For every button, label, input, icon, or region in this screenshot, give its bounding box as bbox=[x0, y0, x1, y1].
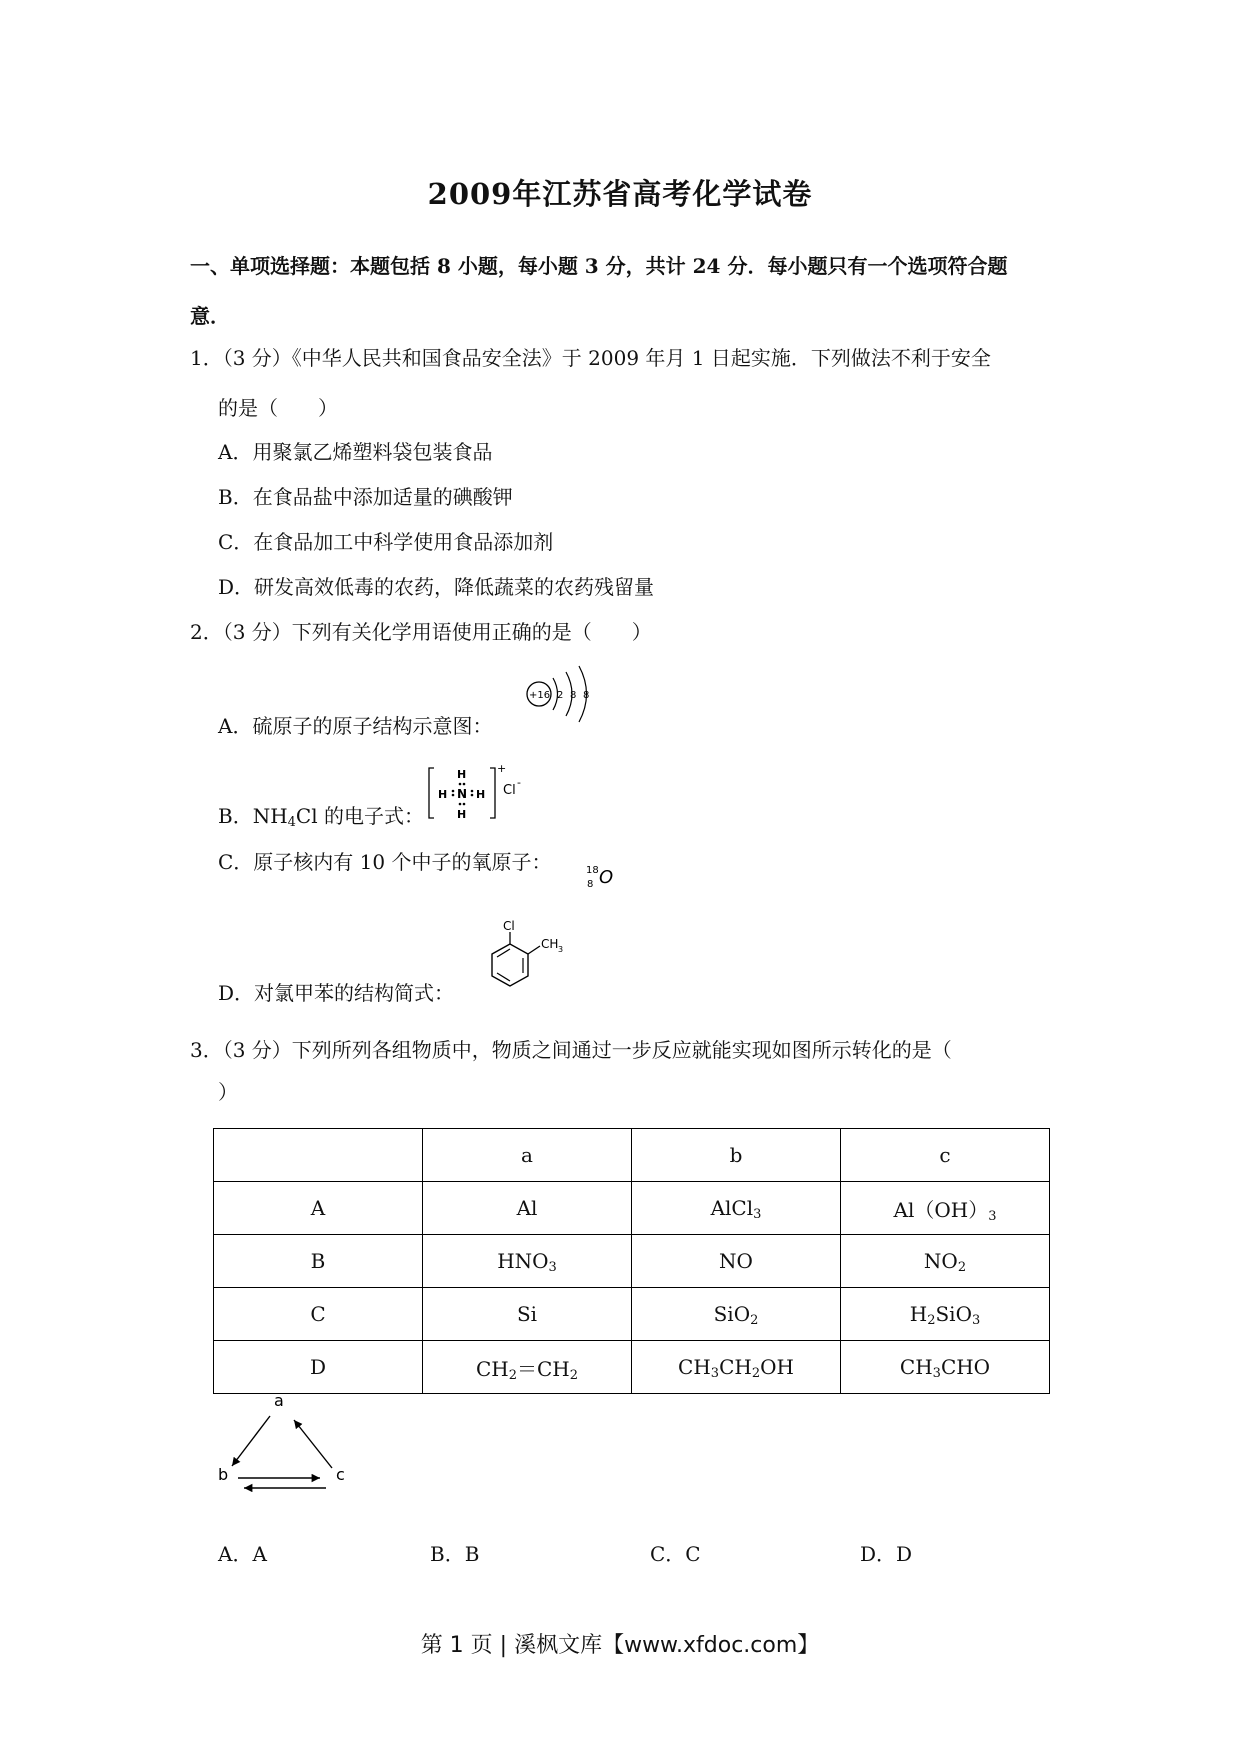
table-cell: B bbox=[214, 1235, 423, 1288]
question-3-stem-cont: ） bbox=[218, 1080, 238, 1104]
question-2-option-c: C．原子核内有 10 个中子的氧原子： bbox=[218, 850, 552, 874]
question-1-option-c: C．在食品加工中科学使用食品添加剂 bbox=[218, 530, 554, 554]
question-1-option-d: D．研发高效低毒的农药，降低蔬菜的农药残留量 bbox=[218, 575, 655, 599]
svg-text:Cl: Cl bbox=[503, 783, 516, 798]
question-3-answer-c: C．C bbox=[650, 1542, 701, 1566]
question-1-option-a: A．用聚氯乙烯塑料袋包装食品 bbox=[218, 440, 493, 464]
table-cell: A bbox=[214, 1182, 423, 1235]
table-cell: $HNO_3$ bbox=[423, 1235, 632, 1288]
question-3-stem: 3．（3 分）下列所列各组物质中，物质之间通过一步反应就能实现如图所示转化的是（ bbox=[190, 1038, 952, 1062]
question-1-stem: 1．（3 分）《中华人民共和国食品安全法》于 2009 年月 1 日起实施．下列做法不利于安全 bbox=[190, 346, 991, 370]
table-header-cell: a bbox=[423, 1129, 632, 1182]
svg-text:Cl: Cl bbox=[503, 919, 515, 933]
conversion-triangle-diagram bbox=[214, 1392, 354, 1496]
question-3-answer-a: A．A bbox=[218, 1542, 267, 1566]
table-row bbox=[214, 1341, 1050, 1394]
svg-text:8: 8 bbox=[587, 879, 594, 890]
svg-text:O: O bbox=[599, 867, 614, 888]
p-chlorotoluene-structure-diagram bbox=[470, 918, 570, 1000]
svg-text:H: H bbox=[476, 788, 486, 801]
svg-text:N: N bbox=[457, 787, 468, 801]
table-header-cell: c bbox=[841, 1129, 1050, 1182]
table-cell: Al bbox=[423, 1182, 632, 1235]
question-1-option-b: B．在食品盐中添加适量的碘酸钾 bbox=[218, 485, 513, 509]
table-cell: $CH_3CHO$ bbox=[841, 1341, 1050, 1394]
page-title: 2009年江苏省高考化学试卷 bbox=[427, 177, 813, 211]
table-header-cell: b bbox=[632, 1129, 841, 1182]
svg-text:+: + bbox=[497, 762, 507, 775]
svg-text:18: 18 bbox=[586, 865, 599, 876]
table-row bbox=[214, 1235, 1050, 1288]
question-1-stem-cont: 的是（ ） bbox=[218, 396, 338, 420]
table-cell: D bbox=[214, 1341, 423, 1394]
svg-text:H: H bbox=[457, 768, 467, 781]
substance-table bbox=[213, 1128, 1050, 1394]
question-2-option-b: B．$NH_4Cl$ 的电子式： bbox=[218, 804, 424, 830]
table-row bbox=[214, 1288, 1050, 1341]
page-footer: 第 1 页 | 溪枫文库【www.xfdoc.com】 bbox=[420, 1633, 820, 1658]
question-3-answer-d: D．D bbox=[860, 1542, 913, 1566]
oxygen-18-isotope-symbol bbox=[586, 862, 626, 892]
node-c-label: c bbox=[336, 1465, 345, 1484]
question-3-answer-b: B．B bbox=[430, 1542, 480, 1566]
table-cell: $CH_3CH_2OH$ bbox=[632, 1341, 841, 1394]
table-row bbox=[214, 1182, 1050, 1235]
section-heading-line2: 意． bbox=[190, 304, 230, 328]
shell-1-count: 2 bbox=[557, 690, 564, 701]
table-cell: NO bbox=[632, 1235, 841, 1288]
nh4cl-electron-formula-diagram bbox=[426, 760, 526, 826]
section-heading-line1: 一、单项选择题：本题包括 8 小题，每小题 3 分，共计 24 分．每小题只有一个选项符合题 bbox=[190, 254, 1008, 278]
nucleus-charge: +16 bbox=[529, 690, 551, 701]
svg-text:CH: CH bbox=[541, 937, 559, 951]
shell-2-count: 8 bbox=[570, 690, 577, 701]
svg-text:3: 3 bbox=[558, 945, 564, 954]
svg-text:-: - bbox=[517, 776, 521, 789]
question-2-option-d: D．对氯甲苯的结构简式： bbox=[218, 981, 455, 1005]
table-header-row bbox=[214, 1129, 1050, 1182]
svg-text:H: H bbox=[457, 808, 467, 821]
svg-text:H: H bbox=[438, 788, 448, 801]
table-cell: C bbox=[214, 1288, 423, 1341]
table-header-cell bbox=[214, 1129, 423, 1182]
table-cell: SiO$_2$ bbox=[632, 1288, 841, 1341]
question-2-stem: 2．（3 分）下列有关化学用语使用正确的是（ ） bbox=[190, 620, 652, 644]
table-cell: $H_2SiO_3$ bbox=[841, 1288, 1050, 1341]
table-cell: $Al(OH)_3$ bbox=[841, 1182, 1050, 1235]
node-a-label: a bbox=[274, 1392, 284, 1410]
table-cell: $CH_2=CH_2$ bbox=[423, 1341, 632, 1394]
question-2-option-a: A．硫原子的原子结构示意图： bbox=[218, 714, 493, 738]
node-b-label: b bbox=[218, 1465, 229, 1484]
table-cell: Si bbox=[423, 1288, 632, 1341]
table-cell: AlCl$_3$ bbox=[632, 1182, 841, 1235]
table-cell: $NO_2$ bbox=[841, 1235, 1050, 1288]
shell-3-count: 8 bbox=[583, 690, 590, 701]
sulfur-atom-structure-diagram bbox=[522, 658, 602, 730]
